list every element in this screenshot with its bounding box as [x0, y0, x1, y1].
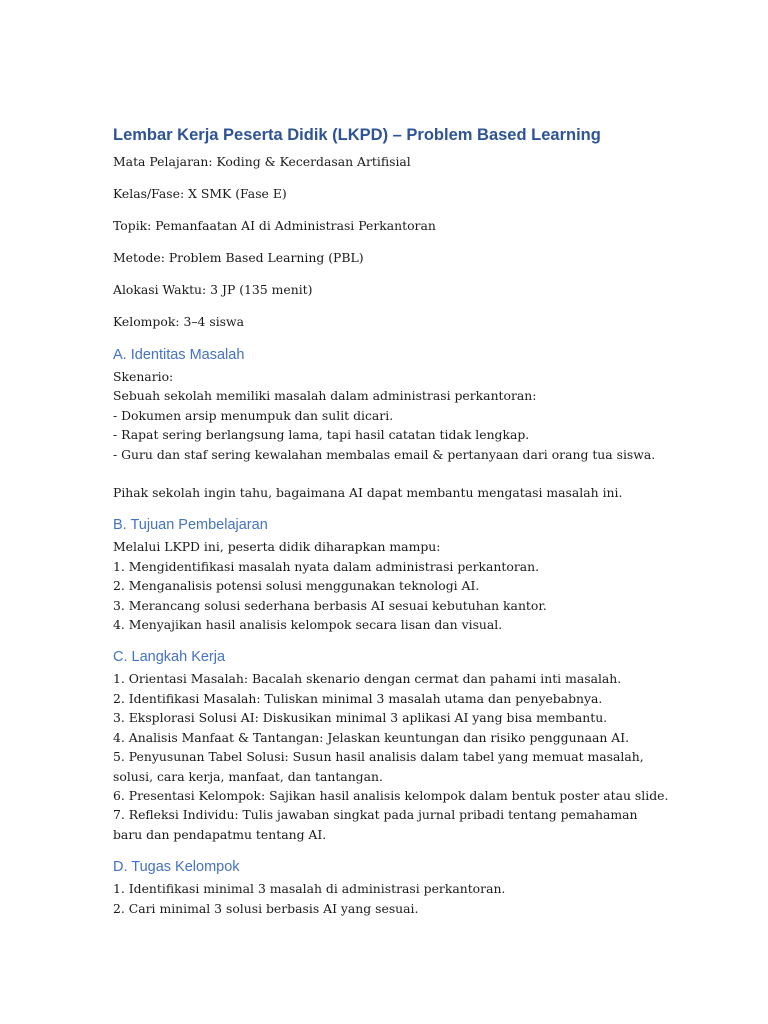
list-item: 5. Penyusunan Tabel Solusi: Susun hasil analisis dalam tabel yang memuat masalah, solusi, cara kerja, manfaat, dan tantangan. — [113, 749, 644, 784]
section-b — [113, 515, 653, 634]
section-a-heading: A. Identitas Masalah — [113, 347, 245, 363]
meta-block — [113, 152, 653, 331]
list-item: 3. Merancang solusi sederhana berbasis AI sesuai kebutuhan kantor. — [113, 597, 547, 613]
scenario-item: - Guru dan staf sering kewalahan membalas email & pertanyaan dari orang tua siswa. — [113, 446, 656, 462]
list-item: 2. Menganalisis potensi solusi menggunakan teknologi AI. — [113, 578, 480, 594]
section-a — [113, 345, 656, 502]
scenario-item: - Rapat sering berlangsung lama, tapi hasil catatan tidak lengkap. — [113, 427, 530, 443]
list-item: 2. Identifikasi Masalah: Tuliskan minimal 3 masalah utama dan penyebabnya. — [113, 690, 603, 706]
list-item: 1. Orientasi Masalah: Bacalah skenario dengan cermat dan pahami inti masalah. — [113, 671, 622, 687]
scenario-closing: Pihak sekolah ingin tahu, bagaimana AI dapat membantu mengatasi masalah ini. — [113, 485, 623, 501]
meta-topic: Topik: Pemanfaatan AI di Administrasi Perkantoran — [113, 218, 436, 233]
list-item: 1. Identifikasi minimal 3 masalah di administrasi perkantoran. — [113, 881, 506, 897]
meta-method: Metode: Problem Based Learning (PBL) — [113, 250, 364, 265]
meta-time: Alokasi Waktu: 3 JP (135 menit) — [113, 282, 313, 297]
scenario-item: - Dokumen arsip menumpuk dan sulit dicari. — [113, 407, 394, 423]
section-b-heading: B. Tujuan Pembelajaran — [113, 517, 268, 534]
list-item: 7. Refleksi Individu: Tulis jawaban singkat pada jurnal pribadi tentang pemahaman baru dan pendapatmu tentang AI. — [113, 807, 638, 842]
list-item: 4. Menyajikan hasil analisis kelompok secara lisan dan visual. — [113, 617, 503, 633]
list-item: 1. Mengidentifikasi masalah nyata dalam administrasi perkantoran. — [113, 558, 540, 574]
meta-class: Kelas/Fase: X SMK (Fase E) — [113, 186, 287, 201]
document-page — [113, 124, 669, 918]
document-title: Lembar Kerja Peserta Didik (LKPD) – Problem Based Learning — [113, 126, 601, 144]
section-d — [113, 857, 653, 918]
list-item: 2. Cari minimal 3 solusi berbasis AI yang sesuai. — [113, 900, 419, 916]
list-item: 4. Analisis Manfaat & Tantangan: Jelaskan keuntungan dan risiko penggunaan AI. — [113, 729, 630, 745]
scenario-label: Skenario: — [113, 369, 174, 384]
list-item: 3. Eksplorasi Solusi AI: Diskusikan minimal 3 aplikasi AI yang bisa membantu. — [113, 710, 608, 726]
section-d-heading: D. Tugas Kelompok — [113, 859, 240, 876]
list-item: 6. Presentasi Kelompok: Sajikan hasil analisis kelompok dalam bentuk poster atau slide. — [113, 787, 669, 803]
section-c-heading: C. Langkah Kerja — [113, 649, 226, 666]
objectives-intro: Melalui LKPD ini, peserta didik diharapkan mampu: — [113, 539, 441, 555]
section-c — [113, 647, 669, 844]
meta-group: Kelompok: 3–4 siswa — [113, 314, 245, 329]
scenario-intro: Sebuah sekolah memiliki masalah dalam administrasi perkantoran: — [113, 388, 537, 404]
meta-subject: Mata Pelajaran: Koding & Kecerdasan Artifisial — [113, 154, 411, 169]
